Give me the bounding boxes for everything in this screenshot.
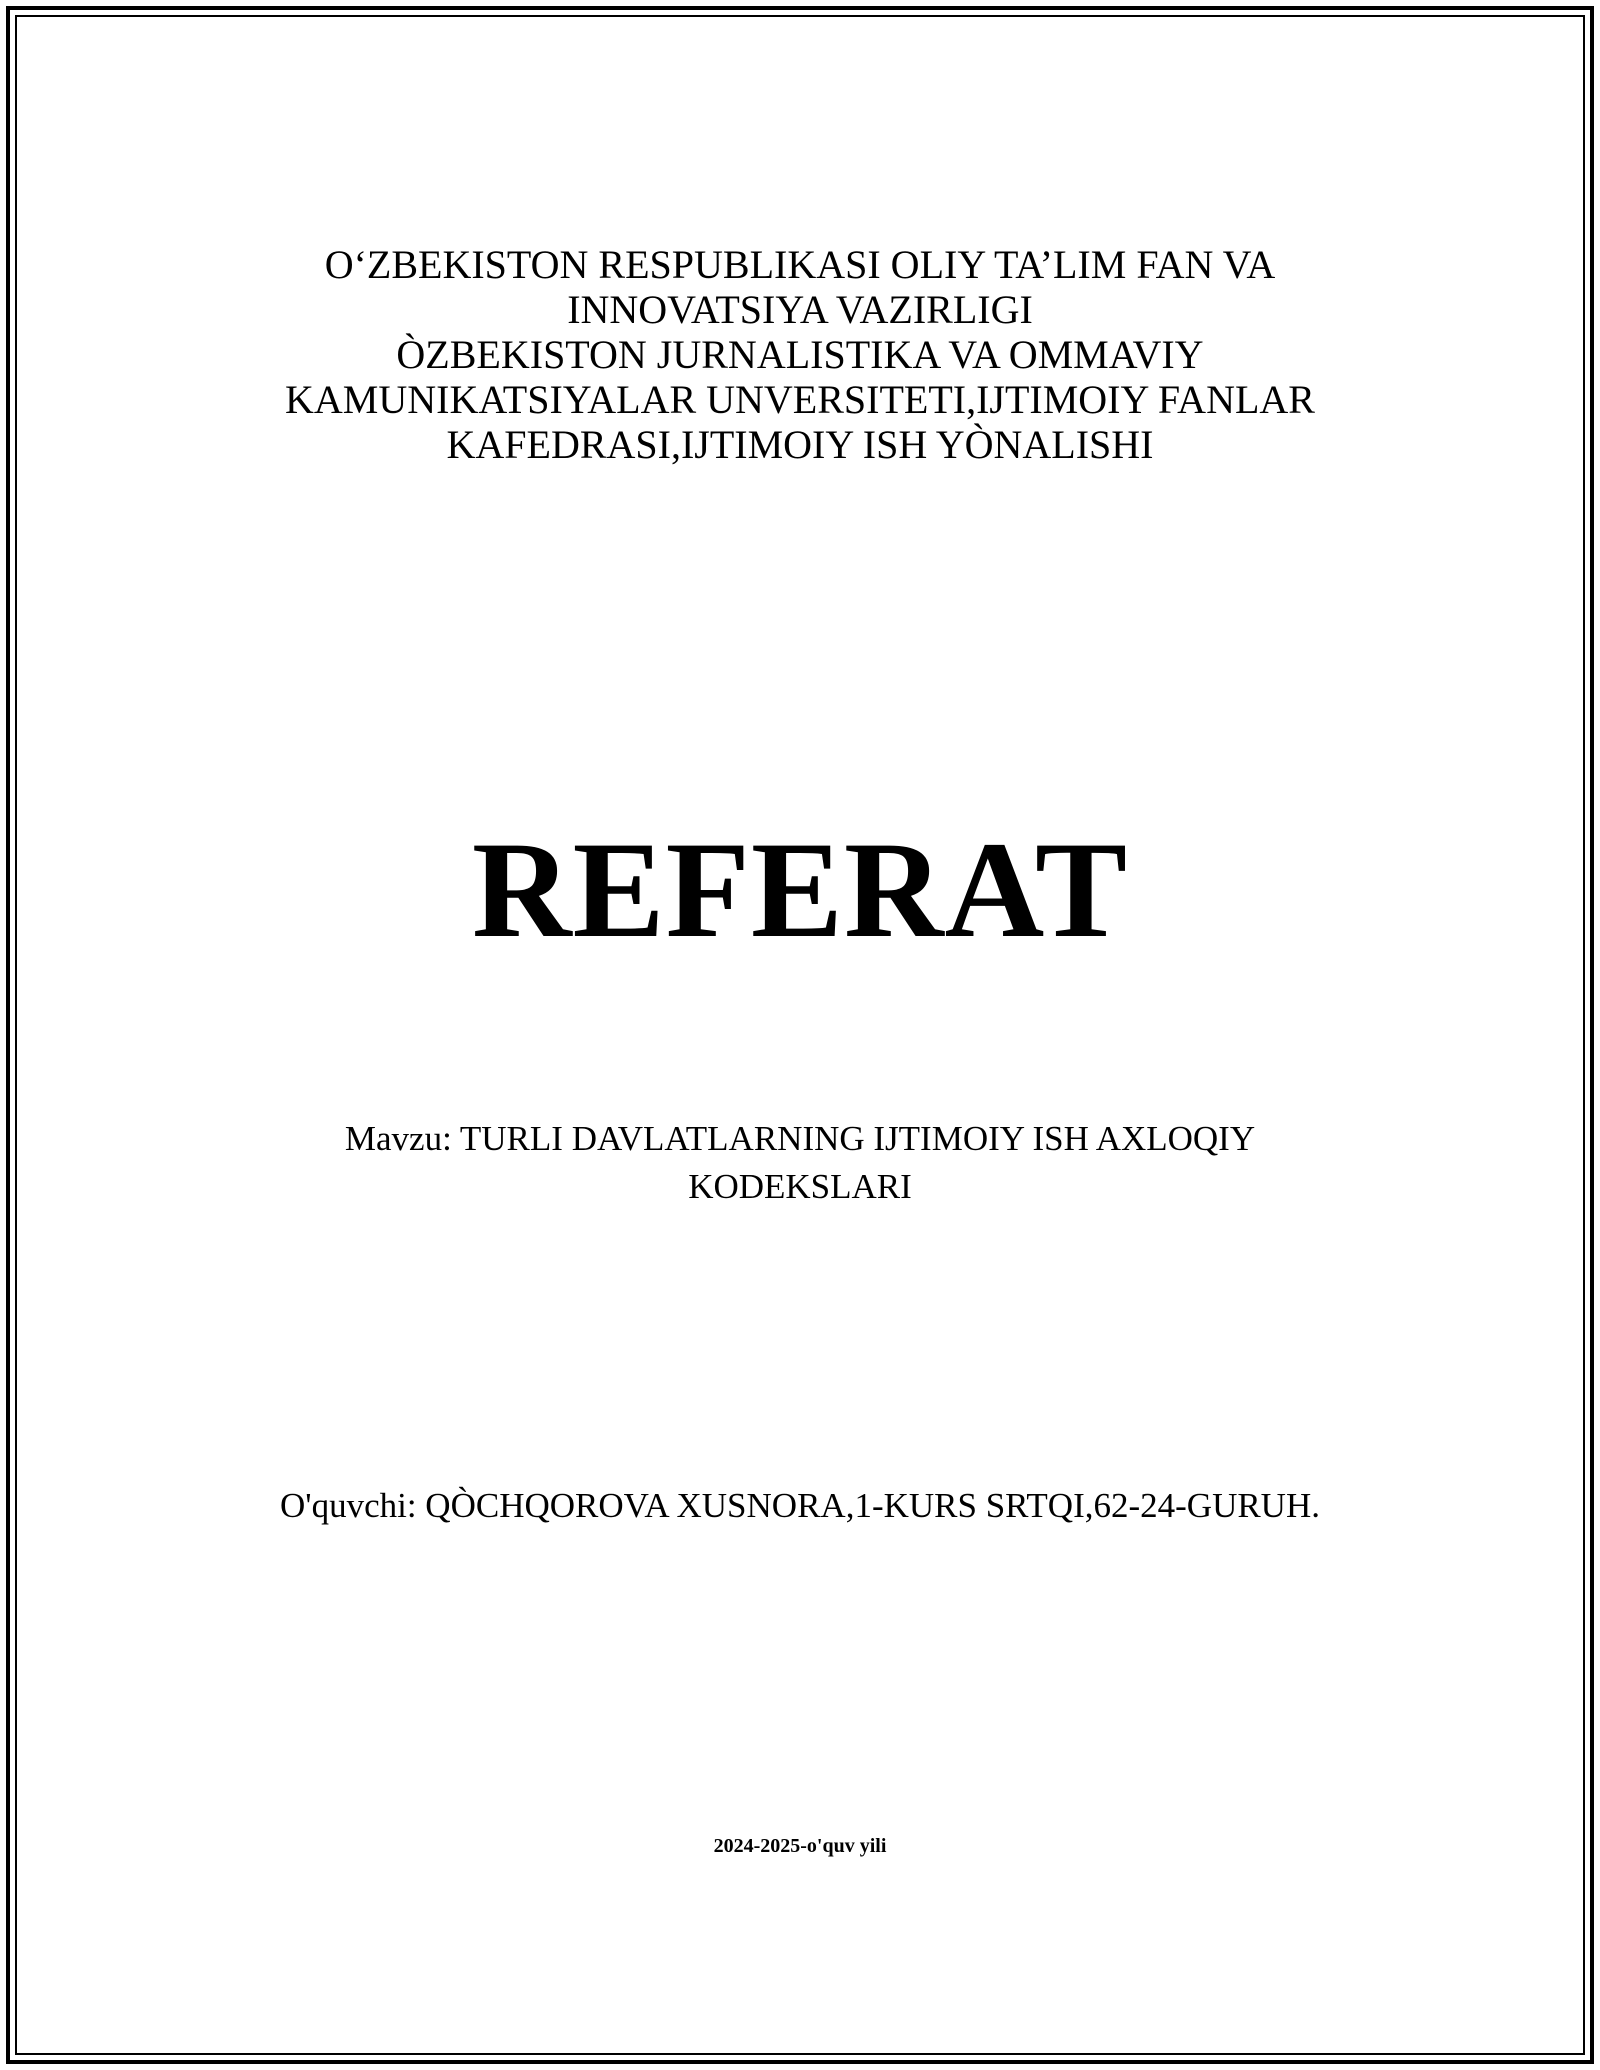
topic-block	[250, 1115, 1350, 1211]
topic-line: Mavzu: TURLI DAVLATLARNING IJTIMOIY ISH AXLOQIY	[344, 1119, 1256, 1158]
institution-header	[200, 242, 1400, 467]
student-info: O'quvchi: QÒCHQOROVA XUSNORA,1-KURS SRTQI,62-24-GURUH.	[279, 1486, 1320, 1525]
header-line: KAFEDRASI,IJTIMOIY ISH YÒNALISHI	[446, 422, 1154, 467]
academic-year: 2024-2025-o'quv yili	[713, 1835, 887, 1857]
header-line: KAMUNIKATSIYALAR UNVERSITETI,IJTIMOIY FANLAR	[285, 377, 1315, 422]
header-line: O‘ZBEKISTON RESPUBLIKASI OLIY TA’LIM FAN VA	[324, 242, 1276, 287]
header-line: INNOVATSIYA VAZIRLIGI	[567, 287, 1033, 332]
document-title: REFERAT	[471, 813, 1129, 966]
header-line: ÒZBEKISTON JURNALISTIKA VA OMMAVIY	[396, 332, 1204, 377]
topic-line: KODEKSLARI	[688, 1167, 912, 1206]
